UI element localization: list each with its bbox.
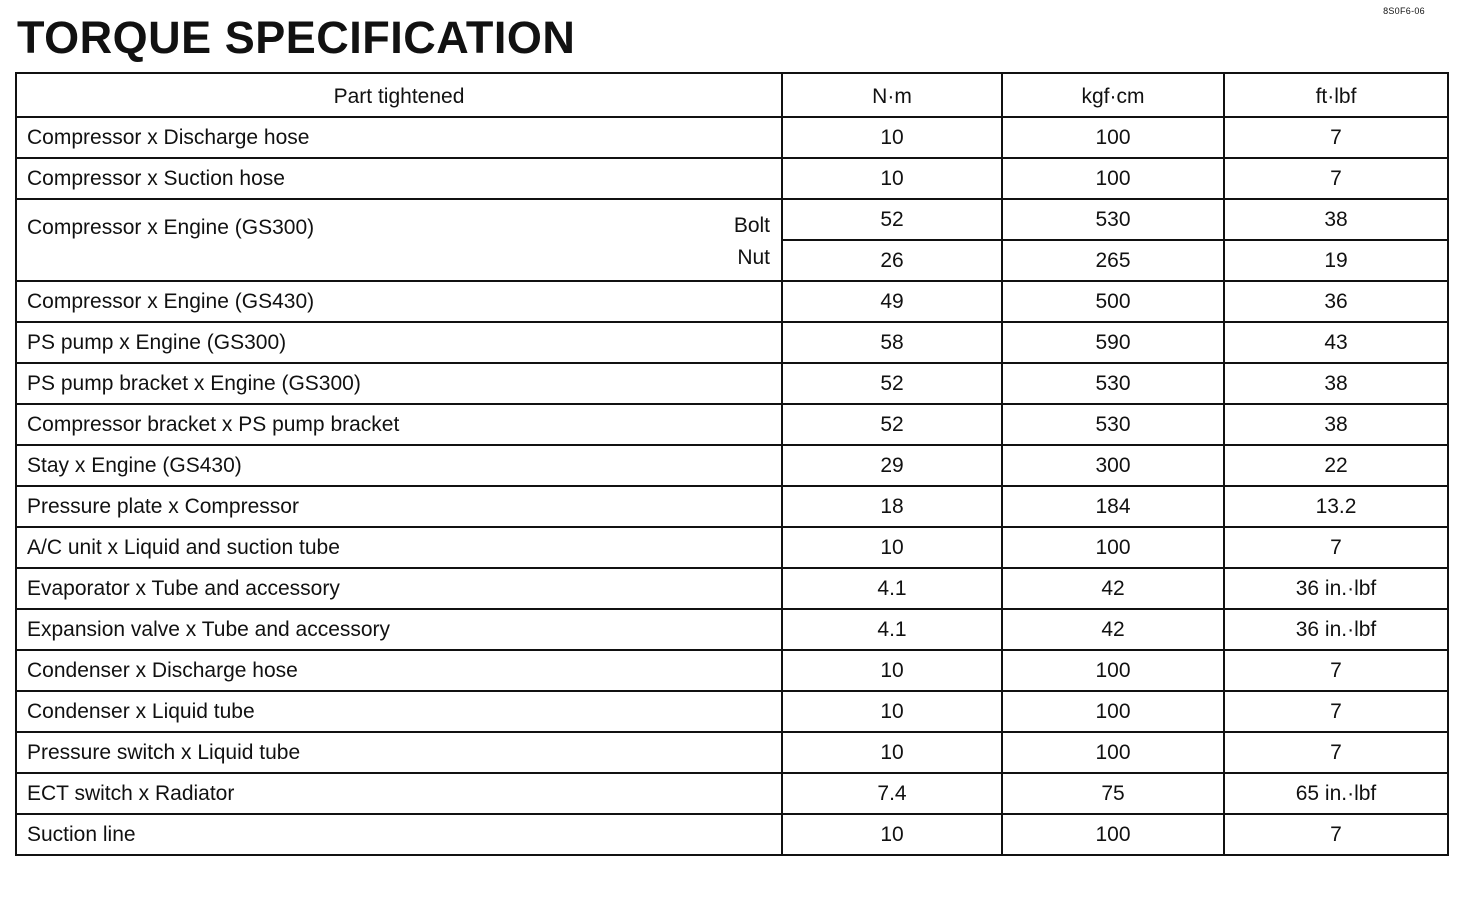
torque-ft-lbf: 38 [1224,363,1448,404]
part-name: PS pump bracket x Engine (GS300) [16,363,782,404]
part-name-merged-cell [16,199,782,281]
header-ft-lbf: ft·lbf [1224,73,1448,117]
table-row [16,199,1448,240]
torque-nm: 29 [782,445,1002,486]
torque-kgf-cm: 530 [1002,199,1224,240]
torque-nm: 52 [782,199,1002,240]
torque-ft-lbf: 13.2 [1224,486,1448,527]
torque-ft-lbf: 36 in.·lbf [1224,568,1448,609]
torque-ft-lbf: 43 [1224,322,1448,363]
table-row [16,322,1448,363]
part-name: Compressor x Engine (GS430) [16,281,782,322]
torque-ft-lbf: 7 [1224,691,1448,732]
part-name: Pressure plate x Compressor [16,486,782,527]
torque-ft-lbf: 7 [1224,732,1448,773]
torque-kgf-cm: 42 [1002,568,1224,609]
torque-nm: 10 [782,691,1002,732]
part-name: Compressor bracket x PS pump bracket [16,404,782,445]
table-row [16,609,1448,650]
torque-kgf-cm: 265 [1002,240,1224,281]
table-row [16,568,1448,609]
torque-ft-lbf: 38 [1224,404,1448,445]
part-name: Evaporator x Tube and accessory [16,568,782,609]
header-kgf-cm: kgf·cm [1002,73,1224,117]
torque-nm: 10 [782,732,1002,773]
part-name: PS pump x Engine (GS300) [16,322,782,363]
torque-nm: 52 [782,363,1002,404]
torque-nm: 10 [782,158,1002,199]
torque-kgf-cm: 100 [1002,814,1224,855]
torque-kgf-cm: 100 [1002,732,1224,773]
torque-nm: 4.1 [782,609,1002,650]
part-name: Compressor x Engine (GS300) [27,216,315,239]
table-row [16,158,1448,199]
table-row [16,527,1448,568]
document-code: 8S0F6-06 [1383,6,1425,16]
torque-kgf-cm: 100 [1002,527,1224,568]
torque-kgf-cm: 100 [1002,650,1224,691]
torque-kgf-cm: 100 [1002,691,1224,732]
torque-nm: 18 [782,486,1002,527]
torque-kgf-cm: 590 [1002,322,1224,363]
torque-nm: 52 [782,404,1002,445]
table-header-row [16,73,1448,117]
torque-specification-table [15,72,1449,856]
table-row [16,814,1448,855]
torque-kgf-cm: 184 [1002,486,1224,527]
torque-nm: 10 [782,650,1002,691]
torque-nm: 7.4 [782,773,1002,814]
torque-nm: 4.1 [782,568,1002,609]
table-row [16,732,1448,773]
part-name: Suction line [16,814,782,855]
torque-kgf-cm: 500 [1002,281,1224,322]
part-name: A/C unit x Liquid and suction tube [16,527,782,568]
header-part-tightened: Part tightened [16,73,782,117]
part-name: Condenser x Liquid tube [16,691,782,732]
torque-kgf-cm: 530 [1002,363,1224,404]
table-row [16,691,1448,732]
torque-ft-lbf: 22 [1224,445,1448,486]
part-name: Pressure switch x Liquid tube [16,732,782,773]
torque-nm: 26 [782,240,1002,281]
part-name: ECT switch x Radiator [16,773,782,814]
torque-ft-lbf: 7 [1224,527,1448,568]
page-title: TORQUE SPECIFICATION [17,12,576,63]
part-name: Expansion valve x Tube and accessory [16,609,782,650]
table-row [16,117,1448,158]
header-nm: N·m [782,73,1002,117]
torque-kgf-cm: 42 [1002,609,1224,650]
torque-kgf-cm: 300 [1002,445,1224,486]
part-name: Stay x Engine (GS430) [16,445,782,486]
torque-ft-lbf: 7 [1224,117,1448,158]
fastener-bolt-label: Bolt [733,214,770,237]
table-row [16,773,1448,814]
table-row [16,445,1448,486]
torque-ft-lbf: 19 [1224,240,1448,281]
torque-nm: 49 [782,281,1002,322]
table-row [16,281,1448,322]
torque-kgf-cm: 100 [1002,158,1224,199]
torque-kgf-cm: 100 [1002,117,1224,158]
torque-kgf-cm: 75 [1002,773,1224,814]
fastener-nut-label: Nut [737,246,770,269]
torque-ft-lbf: 7 [1224,814,1448,855]
table-row [16,650,1448,691]
torque-ft-lbf: 65 in.·lbf [1224,773,1448,814]
table-row [16,363,1448,404]
part-name: Compressor x Suction hose [16,158,782,199]
part-name: Condenser x Discharge hose [16,650,782,691]
torque-nm: 58 [782,322,1002,363]
torque-nm: 10 [782,814,1002,855]
torque-ft-lbf: 36 [1224,281,1448,322]
torque-ft-lbf: 7 [1224,650,1448,691]
torque-nm: 10 [782,527,1002,568]
table-row [16,486,1448,527]
torque-ft-lbf: 38 [1224,199,1448,240]
torque-nm: 10 [782,117,1002,158]
torque-kgf-cm: 530 [1002,404,1224,445]
table-row [16,404,1448,445]
torque-ft-lbf: 7 [1224,158,1448,199]
part-name: Compressor x Discharge hose [16,117,782,158]
torque-ft-lbf: 36 in.·lbf [1224,609,1448,650]
